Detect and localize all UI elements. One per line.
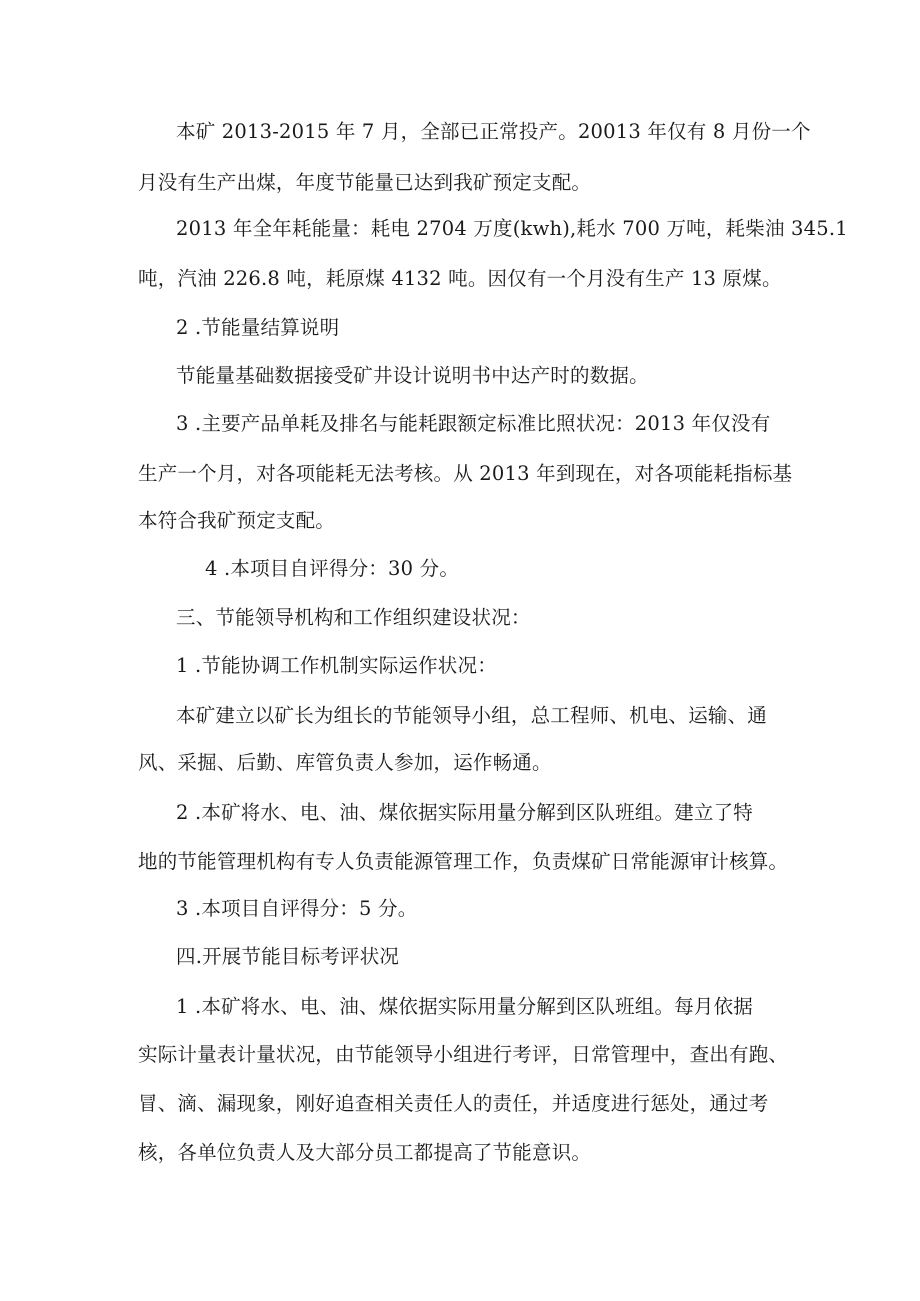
score-line: 4 .本项目自评得分：30 分。	[205, 557, 460, 580]
paragraph-line: 本符合我矿预定支配。	[138, 509, 336, 532]
paragraph-line: 3 .主要产品单耗及排名与能耗跟额定标准比照状况：2013 年仅没有	[176, 412, 771, 435]
section-heading: 三、节能领导机构和工作组织建设状况：	[176, 606, 531, 629]
paragraph-line: 冒、滴、漏现象，刚好追查相关责任人的责任，并适度进行惩处，通过考	[138, 1092, 769, 1115]
paragraph-line: 2 .本矿将水、电、油、煤依据实际用量分解到区队班组。建立了特	[176, 801, 754, 824]
paragraph-line: 吨，汽油 226.8 吨，耗原煤 4132 吨。因仅有一个月没有生产 13 原煤。	[138, 267, 782, 290]
paragraph-line: 月没有生产出煤，年度节能量已达到我矿预定支配。	[138, 171, 592, 194]
paragraph-line: 本矿 2013-2015 年 7 月，全部已正常投产。20013 年仅有 8 月份一个	[176, 120, 811, 143]
paragraph-line: 1 .本矿将水、电、油、煤依据实际用量分解到区队班组。每月依据	[176, 995, 754, 1018]
paragraph-line: 实际计量表计量状况，由节能领导小组进行考评，日常管理中，查出有跑、	[138, 1043, 789, 1066]
section-heading: 四.开展节能目标考评状况	[176, 945, 400, 968]
paragraph-line: 核，各单位负责人及大部分员工都提高了节能意识。	[138, 1141, 592, 1164]
paragraph-line: 节能量基础数据接受矿井设计说明书中达产时的数据。	[176, 364, 649, 387]
section-heading: 2 .节能量结算说明	[176, 316, 340, 339]
paragraph-line: 本矿建立以矿长为组长的节能领导小组，总工程师、机电、运输、通	[176, 704, 768, 727]
paragraph-line: 风、采掘、后勤、库管负责人参加，运作畅通。	[138, 751, 552, 774]
score-line: 3 .本项目自评得分：5 分。	[176, 897, 418, 920]
section-heading: 1 .节能协调工作机制实际运作状况：	[176, 654, 497, 677]
paragraph-line: 2013 年全年耗能量：耗电 2704 万度(kwh),耗水 700 万吨，耗柴油 345.1	[176, 217, 848, 240]
paragraph-line: 地的节能管理机构有专人负责能源管理工作，负责煤矿日常能源审计核算。	[138, 850, 789, 873]
paragraph-line: 生产一个月，对各项能耗无法考核。从 2013 年到现在，对各项能耗指标基	[138, 462, 793, 485]
